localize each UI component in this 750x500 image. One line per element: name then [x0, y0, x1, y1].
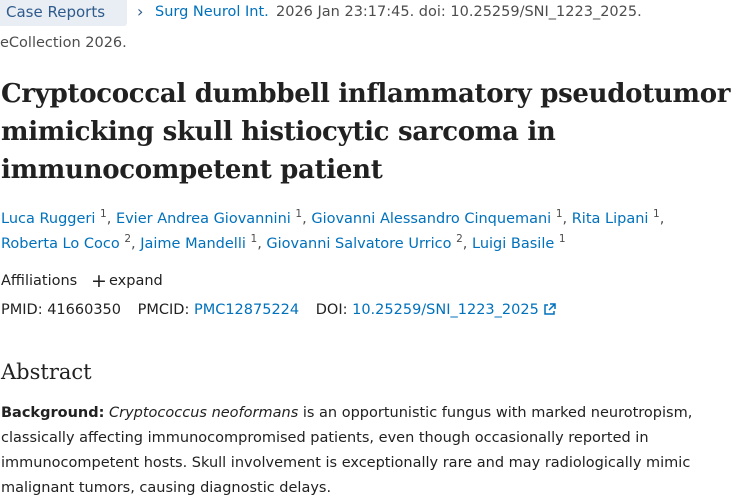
author-link[interactable]: Rita Lipani [571, 211, 649, 227]
pmid-label: PMID: [1, 302, 43, 318]
author-item: Roberta Lo Coco $^2$, [1, 233, 141, 252]
species-name: Cryptococcus neoformans [109, 405, 299, 421]
affiliation-number[interactable]: 1 [100, 208, 107, 220]
journal-link[interactable]: Surg Neurol Int. [155, 4, 269, 20]
author-item: Giovanni Alessandro Cinquemani $^1$, [311, 208, 572, 227]
author-link[interactable]: Roberta Lo Coco [1, 236, 120, 252]
plus-icon[interactable]: + [91, 270, 107, 292]
author-link[interactable]: Giovanni Salvatore Urrico [266, 236, 452, 252]
author-link[interactable]: Evier Andrea Giovannini [115, 211, 291, 227]
publication-type-label[interactable]: Case Reports [6, 3, 106, 21]
pmid-value: 41660350 [47, 302, 122, 318]
author-item: Luca Ruggeri $^1$, [1, 208, 116, 227]
chevron-right-icon: › [137, 2, 144, 21]
affiliation-number[interactable]: 2 [124, 233, 132, 245]
affiliation-number[interactable]: 1 [250, 233, 258, 245]
ecollection-text: eCollection 2026. [0, 35, 127, 51]
author-link[interactable]: Luca Ruggeri [1, 211, 96, 227]
abstract-text [1, 401, 741, 500]
affiliation-number[interactable]: 1 [653, 208, 660, 220]
affiliation-number[interactable]: 2 [456, 233, 463, 245]
citation-text: 2026 Jan 23:17:45. doi: 10.25259/SNI_1223_2025. [276, 4, 642, 20]
abstract-heading: Abstract [1, 360, 92, 384]
author-link[interactable]: Luigi Basile [472, 236, 555, 252]
doi-label: DOI: [315, 302, 348, 318]
abstract-body-text: is an opportunistic fungus with marked neurotropism, classically affecting immunocompromised patients, even though occasionally reported in immunocompetent hosts. Skull involvement is exceptionally rare and may radiologically mimic malignant tumors, causing diagnostic delays. [1, 405, 693, 496]
author-item [472, 233, 566, 252]
identifiers-row [1, 302, 556, 320]
affiliation-number[interactable]: 1 [555, 208, 563, 220]
author-link[interactable]: Giovanni Alessandro Cinquemani [311, 211, 552, 227]
author-link[interactable]: Jaime Mandelli [140, 236, 246, 252]
section-label: Background: [1, 405, 105, 421]
author-item: Giovanni Salvatore Urrico $^2$, [266, 233, 473, 252]
author-list [1, 207, 746, 257]
affiliations-label: Affiliations [1, 273, 78, 289]
author-item: Rita Lipani $^1$, [571, 208, 665, 227]
pmcid-link[interactable]: PMC12875224 [193, 302, 300, 318]
doi-link[interactable]: 10.25259/SNI_1223_2025 [352, 302, 539, 318]
affiliation-number[interactable]: 1 [558, 233, 566, 245]
author-item: Evier Andrea Giovannini $^1$, [115, 208, 312, 227]
article-title: Cryptococcal dumbbell inflammatory pseudotumor mimicking skull histiocytic sarcoma in immunocompetent patient [1, 79, 731, 185]
author-item: Jaime Mandelli $^1$, [140, 233, 267, 252]
external-link-icon[interactable] [543, 303, 556, 320]
affiliation-number[interactable]: 1 [295, 208, 303, 220]
expand-affiliations-button[interactable]: expand [109, 273, 163, 289]
pmcid-label: PMCID: [137, 302, 190, 318]
